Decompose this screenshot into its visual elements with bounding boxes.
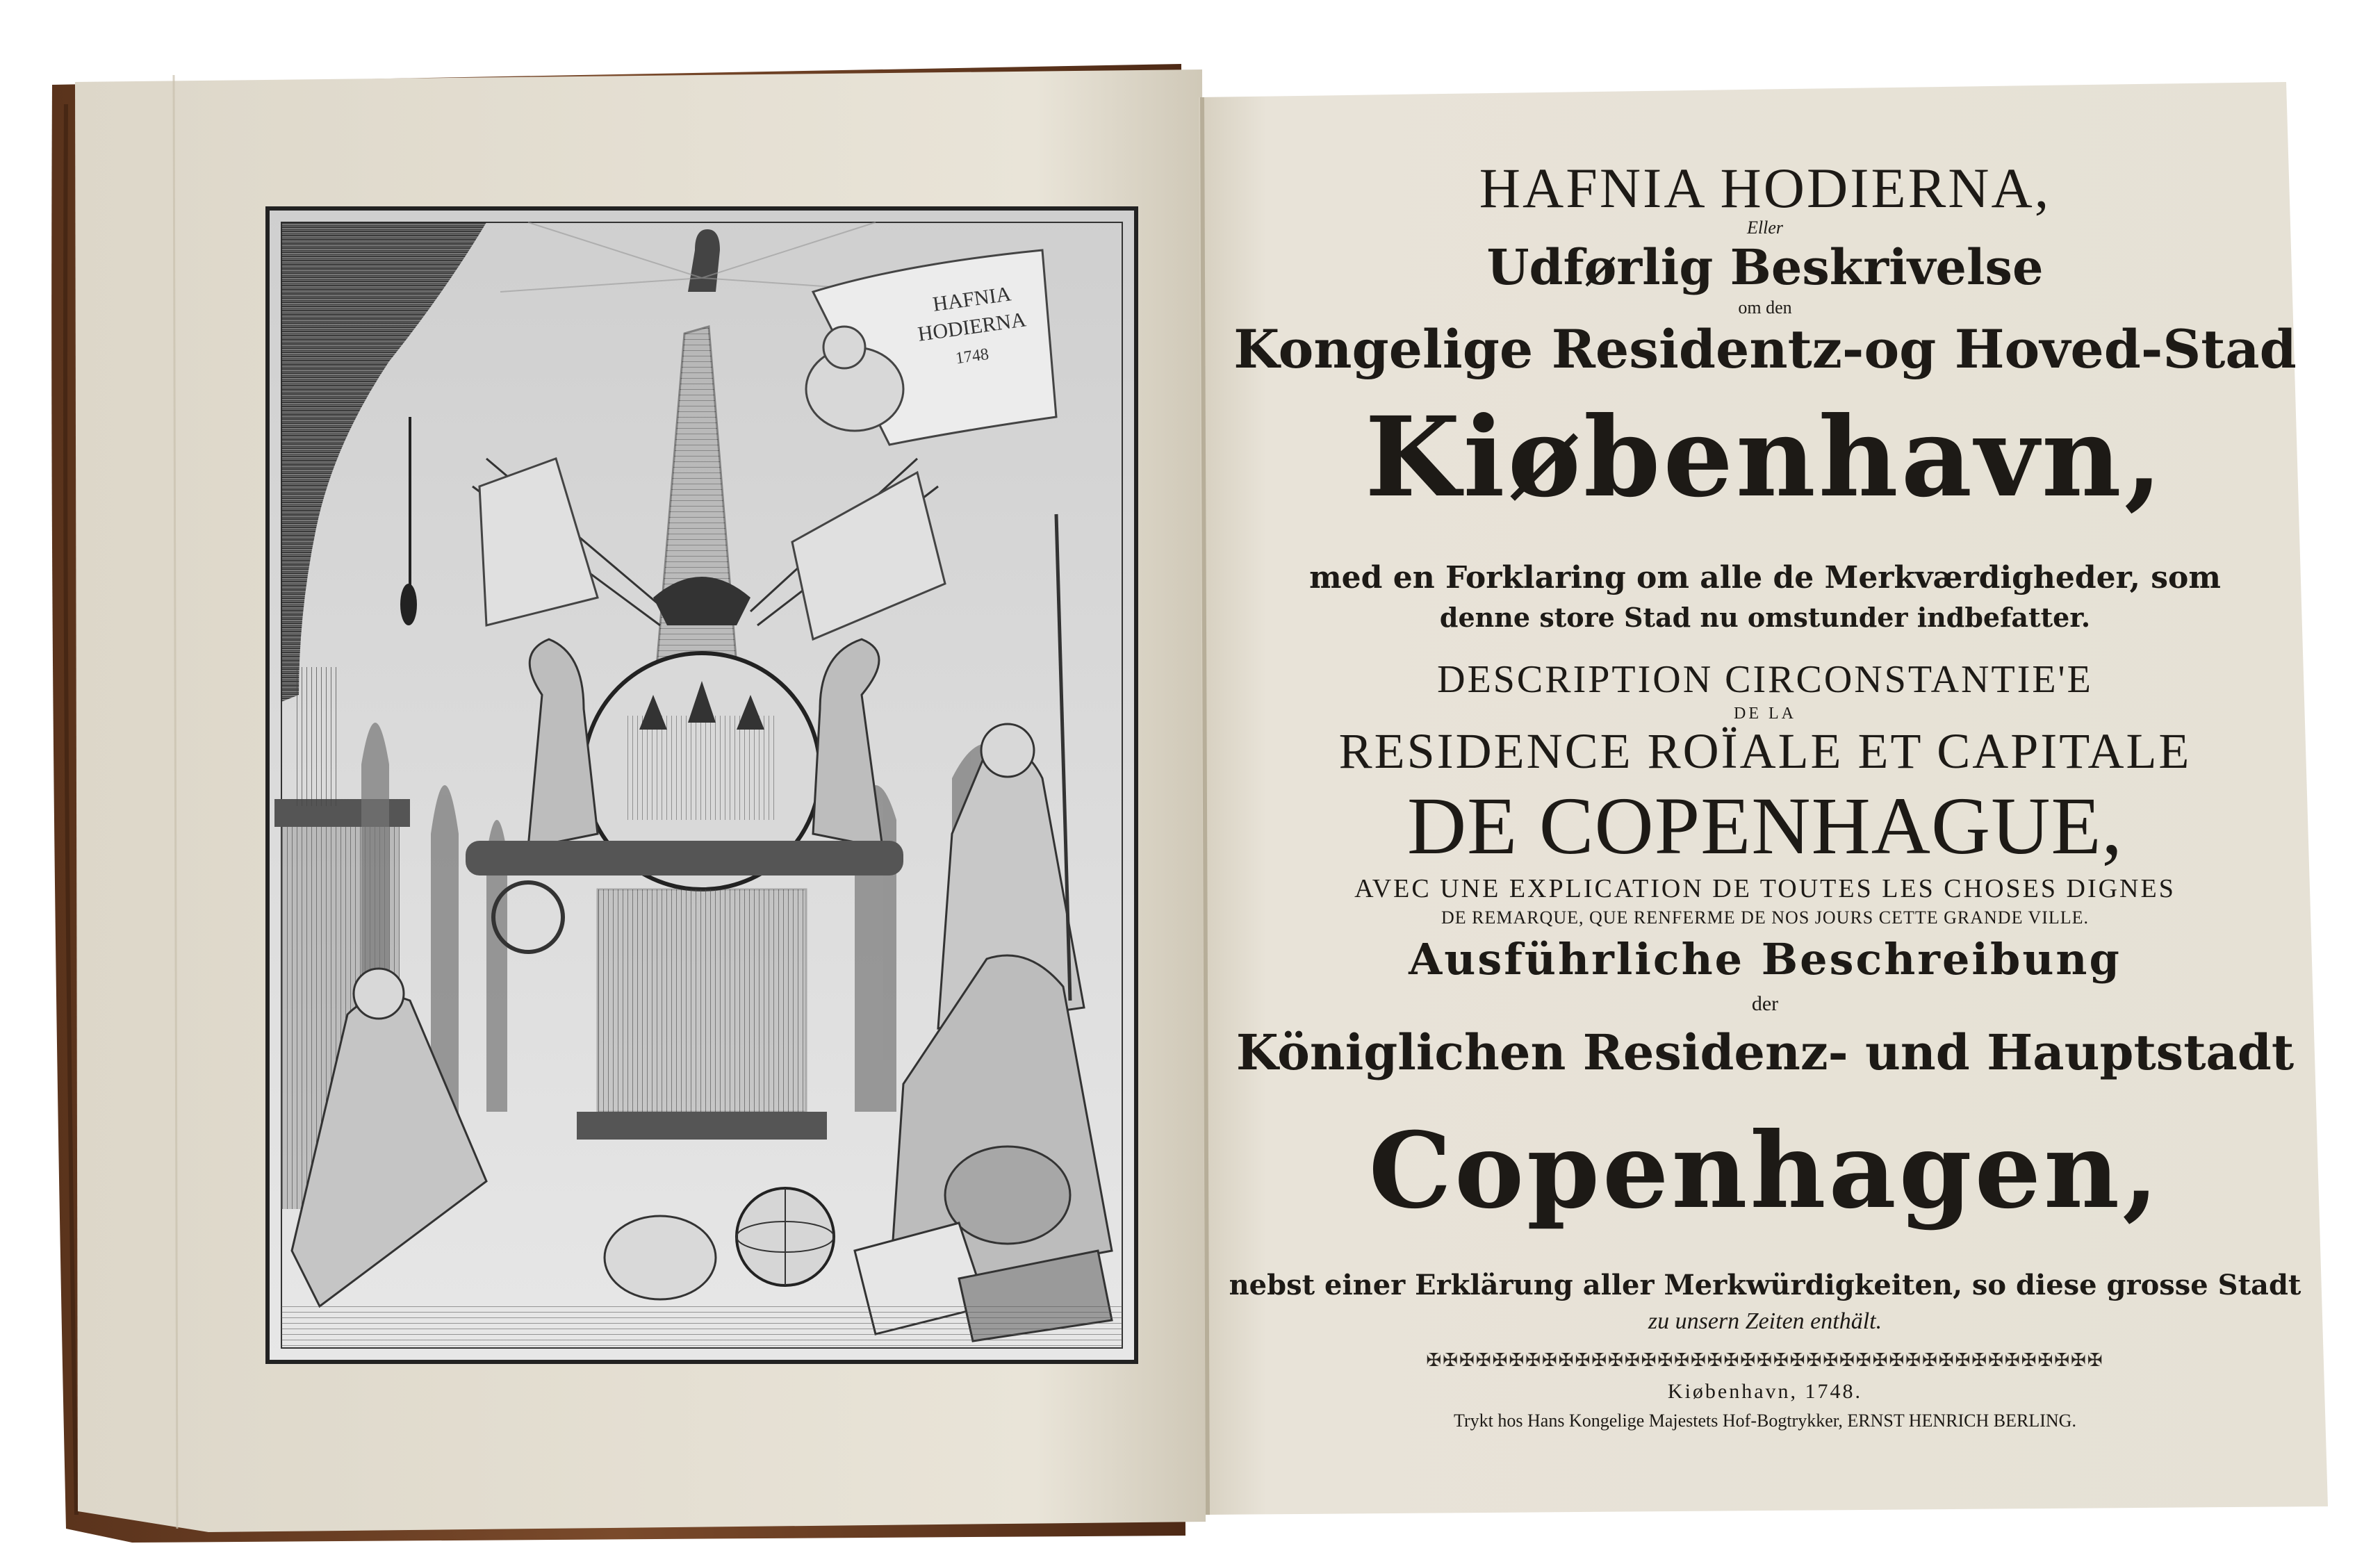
cannon <box>466 841 903 875</box>
banner-text-2: HODIERNA <box>916 308 1028 346</box>
title-copenhagen: Copenhagen, <box>1368 1110 2162 1232</box>
frontispiece-engraving <box>268 208 1136 1362</box>
title-nebst-einer: nebst einer Erklärung aller Merkwürdigkeiten, so diese grosse Stadt <box>1229 1269 2301 1301</box>
title-udforlig-beskrivelse: Udførlig Beskrivelse <box>1486 238 2044 296</box>
title-residence: RESIDENCE ROÏALE ET CAPITALE <box>1338 723 2192 779</box>
banner-text-3: 1748 <box>954 345 990 368</box>
title-om-den: om den <box>1738 297 1792 318</box>
title-der: der <box>1751 992 1779 1015</box>
title-koniglichen: Königlichen Residenz- und Hauptstadt <box>1236 1023 2295 1081</box>
title-avec-une-explication: AVEC UNE EXPLICATION DE TOUTES LES CHOSES DIGNES <box>1354 874 2176 903</box>
title-de-la: DE LA <box>1734 705 1796 723</box>
title-kiobenhavn: Kiøbenhavn, <box>1365 393 2165 522</box>
imprint-printer: Trykt hos Hans Kongelige Majestets Hof-Bogtrykker, ERNST HENRICH BERLING. <box>1454 1411 2076 1431</box>
title-hafnia-hodierna: HAFNIA HODIERNA, <box>1479 156 2051 220</box>
banner-text-1: HAFNIA <box>931 282 1013 316</box>
ornament-rule: ✠✠✠✠✠✠✠✠✠✠✠✠✠✠✠✠✠✠✠✠✠✠✠✠✠✠✠✠✠✠✠✠✠✠✠✠✠✠✠✠✠ <box>1426 1350 2104 1371</box>
imprint-place: Kiøbenhavn, 1748. <box>1667 1380 1863 1403</box>
title-forklaring: med en Forklaring om alle de Merkværdigheder, som <box>1309 560 2221 595</box>
title-de-copenhague: DE COPENHAGUE, <box>1406 780 2124 871</box>
title-zu-unsern-zeiten: zu unsern Zeiten enthält. <box>1648 1308 1882 1334</box>
title-kongelige-residentz: Kongelige Residentz-og Hoved-Stad <box>1233 318 2297 380</box>
title-denne-store-stad: denne store Stad nu omstunder indbefatter. <box>1439 602 2091 633</box>
title-description: DESCRIPTION CIRCONSTANTIE'E <box>1437 658 2093 701</box>
title-ausfuhrliche: Ausführliche Beschreibung <box>1409 934 2122 985</box>
title-de-remarque: DE REMARQUE, QUE RENFERME DE NOS JOURS CETTE GRANDE VILLE. <box>1441 907 2090 928</box>
title-eller: Eller <box>1747 217 1783 238</box>
putto-bottom <box>605 1216 716 1299</box>
